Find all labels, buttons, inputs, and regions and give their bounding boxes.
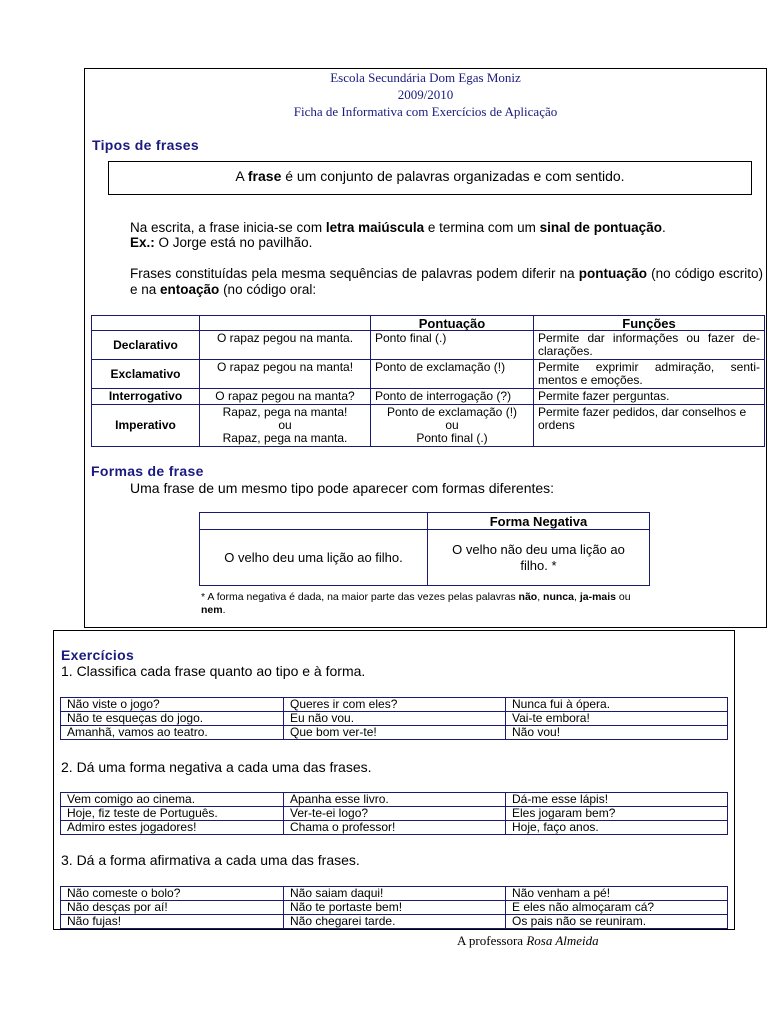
exercise-3-table xyxy=(60,886,728,929)
table-row xyxy=(61,793,728,807)
note-sep: , xyxy=(537,591,544,603)
exercise-cell: Admiro estes jogadores! xyxy=(61,821,284,835)
p1-bold-punctuation: sinal de pontuação xyxy=(539,220,662,235)
exercise-cell: Hoje, faço anos. xyxy=(506,821,728,835)
definition-box xyxy=(108,161,752,195)
table-header-row xyxy=(200,513,650,530)
table-row xyxy=(61,726,728,740)
sheet-subtitle: Ficha de Informativa com Exercícios de Aplicação xyxy=(293,104,558,119)
negative-example: O velho não deu uma lição ao filho. * xyxy=(428,530,650,586)
type-declarativo: Declarativo xyxy=(92,331,200,360)
type-interrogativo: Interrogativo xyxy=(92,389,200,405)
exercise-cell: Não viste o jogo? xyxy=(61,698,284,712)
p2-bold-pontuacao: pontuação xyxy=(578,266,648,281)
punct-cell: Ponto de exclamação (!) xyxy=(371,360,534,389)
definition-pre: A xyxy=(235,168,248,184)
exercise-cell: Não venham a pé! xyxy=(506,887,728,901)
note-end: . xyxy=(222,604,226,616)
exercise-cell: Não fujas! xyxy=(61,915,284,929)
example-line: Rapaz, pega na manta! xyxy=(222,405,348,419)
note-word-nem: nem xyxy=(201,604,223,616)
example-line: ou xyxy=(278,418,292,432)
p1-text-c: e termina com um xyxy=(424,220,540,235)
definition-keyword: frase xyxy=(247,168,282,184)
section-title-tipos: Tipos de frases xyxy=(92,137,199,153)
exercise-cell: Os pais não se reuniram. xyxy=(506,915,728,929)
exercise-cell: Queres ir com eles? xyxy=(284,698,506,712)
header-negative: Forma Negativa xyxy=(428,513,650,530)
example-line: Rapaz, pega na manta. xyxy=(222,431,348,445)
function-cell: Permite exprimir admiração, senti-mentos e emoções. xyxy=(534,360,765,389)
example-line xyxy=(130,235,312,251)
type-imperativo: Imperativo xyxy=(92,405,200,447)
punct-cell: Ponto final (.) xyxy=(371,331,534,360)
exercise-cell: E eles não almoçaram cá? xyxy=(506,901,728,915)
exercise-cell: Vai-te embora! xyxy=(506,712,728,726)
signature-label: A professora xyxy=(457,933,527,948)
exercise-cell: Não te portaste bem! xyxy=(284,901,506,915)
table-header-row xyxy=(92,316,765,331)
p1-bold-capital: letra maiúscula xyxy=(325,220,425,235)
table-row xyxy=(200,530,650,586)
exercise-cell: Chama o professor! xyxy=(284,821,506,835)
note-sep: ou xyxy=(616,591,631,603)
table-row xyxy=(61,901,728,915)
function-cell: Permite dar informações ou fazer de-clarações. xyxy=(534,331,765,360)
header-affirmative xyxy=(200,513,428,530)
table-row xyxy=(61,821,728,835)
exercise-cell: Nunca fui à ópera. xyxy=(506,698,728,712)
sentence-types-table xyxy=(91,315,765,447)
formas-intro: Uma frase de um mesmo tipo pode aparecer com formas diferentes: xyxy=(130,480,555,496)
exercise-3-prompt: 3. Dá a forma afirmativa a cada uma das frases. xyxy=(61,852,360,868)
section-title-formas: Formas de frase xyxy=(91,463,204,479)
table-row xyxy=(61,915,728,929)
p2-text-c: (no código escrito) e na xyxy=(130,266,763,297)
function-cell: Permite fazer pedidos, dar conselhos e ordens xyxy=(534,405,765,447)
punct-cell: Ponto de interrogação (?) xyxy=(371,389,534,405)
table-row xyxy=(61,807,728,821)
exercise-cell: Não comeste o bolo? xyxy=(61,887,284,901)
teacher-name: Rosa Almeida xyxy=(526,933,599,948)
section-title-exercicios: Exercícios xyxy=(61,647,135,663)
example-cell: O rapaz pegou na manta! xyxy=(200,360,371,389)
type-exclamativo: Exclamativo xyxy=(92,360,200,389)
p2-text-e: (no código oral: xyxy=(219,282,317,297)
affirmative-example: O velho deu uma lição ao filho. xyxy=(200,530,428,586)
example-cell: O rapaz pegou na manta? xyxy=(200,389,371,405)
p1-text-a: Na escrita, a frase inicia-se com xyxy=(130,220,326,235)
exercise-cell: Eles jogaram bem? xyxy=(506,807,728,821)
exercise-cell: Não desças por aí! xyxy=(61,901,284,915)
punct-line: Ponto de exclamação (!) xyxy=(386,405,518,419)
teacher-signature xyxy=(457,933,599,949)
exercise-cell: Amanhã, vamos ao teatro. xyxy=(61,726,284,740)
table-row xyxy=(61,698,728,712)
punct-cell xyxy=(371,405,534,447)
table-row xyxy=(92,331,765,360)
punct-line: ou xyxy=(445,418,459,432)
function-cell: Permite fazer perguntas. xyxy=(534,389,765,405)
table-row xyxy=(61,887,728,901)
header-empty-1 xyxy=(92,316,200,331)
exercise-cell: Ver-te-ei logo? xyxy=(284,807,506,821)
table-row xyxy=(61,712,728,726)
p2-text-a: Frases constituídas pela mesma sequências de palavras podem diferir na xyxy=(130,266,579,281)
note-text: * A forma negativa é dada, na maior parte das vezes pelas palavras xyxy=(201,591,519,603)
note-word-nunca: nunca xyxy=(543,591,574,603)
exercise-cell: Eu não vou. xyxy=(284,712,506,726)
example-label: Ex.: xyxy=(130,235,155,250)
header-funcoes: Funções xyxy=(534,316,765,331)
exercise-cell: Apanha esse livro. xyxy=(284,793,506,807)
punct-line: Ponto final (.) xyxy=(416,431,488,445)
header-empty-2 xyxy=(200,316,371,331)
exercise-cell: Que bom ver-te! xyxy=(284,726,506,740)
note-word-jamais: ja-mais xyxy=(579,591,616,603)
exercise-cell: Vem comigo ao cinema. xyxy=(61,793,284,807)
example-text: O Jorge está no pavilhão. xyxy=(154,235,313,250)
exercise-2-prompt: 2. Dá uma forma negativa a cada uma das frases. xyxy=(61,759,372,775)
exercise-cell: Não chegarei tarde. xyxy=(284,915,506,929)
paragraph-punctuation xyxy=(130,266,763,298)
school-name: Escola Secundária Dom Egas Moniz xyxy=(330,70,521,85)
table-row xyxy=(92,360,765,389)
paragraph-writing xyxy=(130,220,768,236)
forms-table xyxy=(199,512,650,586)
school-year: 2009/2010 xyxy=(397,87,454,102)
definition-post: é um conjunto de palavras organizadas e com sentido. xyxy=(281,168,625,184)
exercise-1-prompt: 1. Classifica cada frase quanto ao tipo e à forma. xyxy=(61,663,366,679)
note-word-nao: não xyxy=(518,591,538,603)
exercise-cell: Hoje, fiz teste de Português. xyxy=(61,807,284,821)
exercise-cell: Dá-me esse lápis! xyxy=(506,793,728,807)
table-row xyxy=(92,389,765,405)
example-cell: O rapaz pegou na manta. xyxy=(200,331,371,360)
exercise-cell: Não saiam daqui! xyxy=(284,887,506,901)
exercise-cell: Não vou! xyxy=(506,726,728,740)
table-row xyxy=(92,405,765,447)
p2-bold-entoacao: entoação xyxy=(160,282,220,297)
header-pontuacao: Pontuação xyxy=(371,316,534,331)
p1-text-e: . xyxy=(661,220,666,235)
note-sep: , xyxy=(573,591,580,603)
exercise-1-table xyxy=(60,697,728,740)
example-cell xyxy=(200,405,371,447)
exercise-2-table xyxy=(60,792,728,835)
negative-form-note xyxy=(201,591,641,617)
exercise-cell: Não te esqueças do jogo. xyxy=(61,712,284,726)
